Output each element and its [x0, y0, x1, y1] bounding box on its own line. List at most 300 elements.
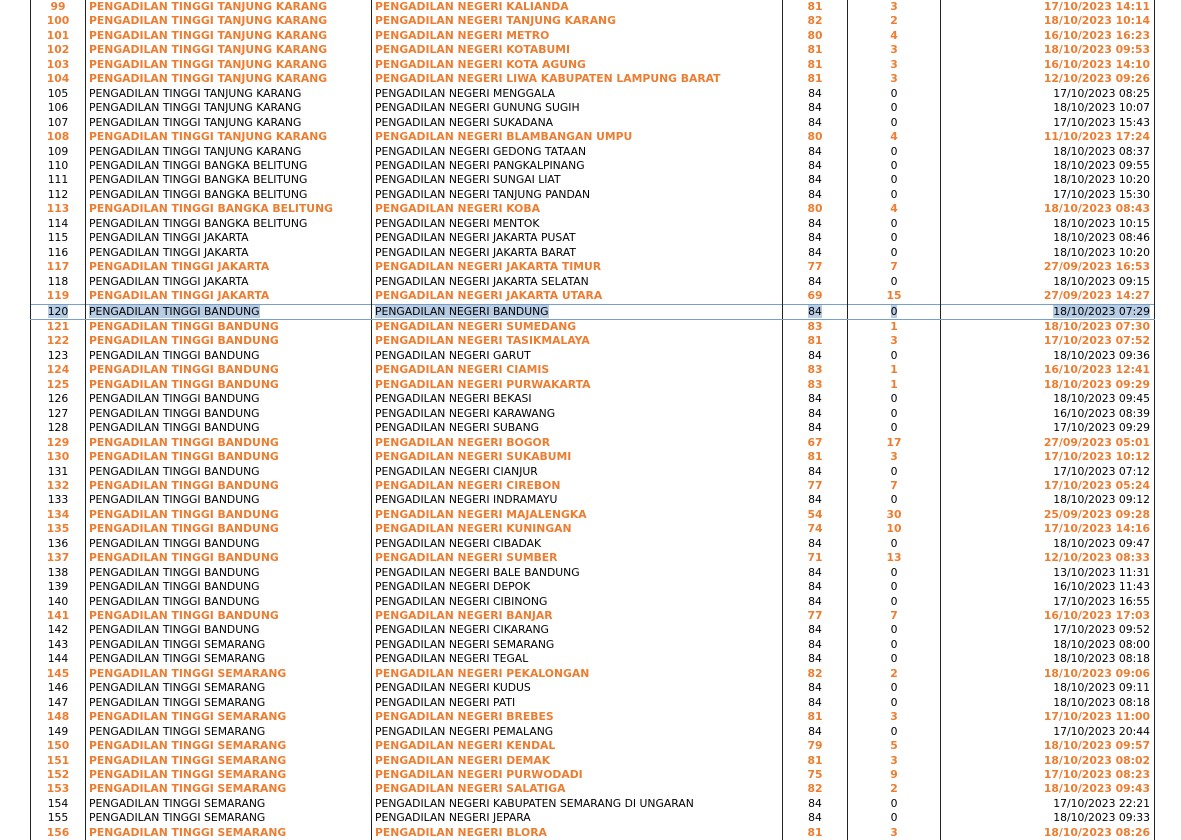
- score-cell[interactable]: [783, 304, 848, 319]
- count-cell[interactable]: [848, 407, 941, 421]
- table-row[interactable]: [31, 811, 1155, 825]
- score-cell[interactable]: [783, 159, 848, 173]
- timestamp-cell[interactable]: [941, 275, 1155, 289]
- district-court-cell[interactable]: [372, 72, 783, 86]
- high-court-cell[interactable]: [86, 275, 372, 289]
- timestamp-cell[interactable]: [941, 566, 1155, 580]
- district-court-cell[interactable]: [372, 130, 783, 144]
- timestamp-cell[interactable]: [941, 696, 1155, 710]
- table-row[interactable]: [31, 696, 1155, 710]
- district-court-cell[interactable]: [372, 465, 783, 479]
- row-number-cell[interactable]: [31, 0, 86, 14]
- score-cell[interactable]: [783, 551, 848, 565]
- timestamp-cell[interactable]: [941, 768, 1155, 782]
- row-number-cell[interactable]: [31, 87, 86, 101]
- high-court-cell[interactable]: [86, 421, 372, 435]
- row-number-cell[interactable]: [31, 275, 86, 289]
- table-row[interactable]: [31, 537, 1155, 551]
- district-court-cell[interactable]: [372, 363, 783, 377]
- row-number-cell[interactable]: [31, 116, 86, 130]
- district-court-cell[interactable]: [372, 319, 783, 334]
- count-cell[interactable]: [848, 551, 941, 565]
- row-number-cell[interactable]: [31, 304, 86, 319]
- count-cell[interactable]: [848, 260, 941, 274]
- row-number-cell[interactable]: [31, 231, 86, 245]
- row-number-cell[interactable]: [31, 638, 86, 652]
- row-number-cell[interactable]: [31, 130, 86, 144]
- high-court-cell[interactable]: [86, 173, 372, 187]
- timestamp-cell[interactable]: [941, 479, 1155, 493]
- score-cell[interactable]: [783, 407, 848, 421]
- timestamp-cell[interactable]: [941, 0, 1155, 14]
- row-number-cell[interactable]: [31, 537, 86, 551]
- table-row[interactable]: [31, 58, 1155, 72]
- count-cell[interactable]: [848, 465, 941, 479]
- district-court-cell[interactable]: [372, 275, 783, 289]
- district-court-cell[interactable]: [372, 710, 783, 724]
- table-row[interactable]: [31, 493, 1155, 507]
- timestamp-cell[interactable]: [941, 304, 1155, 319]
- row-number-cell[interactable]: [31, 217, 86, 231]
- table-row[interactable]: [31, 130, 1155, 144]
- timestamp-cell[interactable]: [941, 551, 1155, 565]
- score-cell[interactable]: [783, 217, 848, 231]
- timestamp-cell[interactable]: [941, 421, 1155, 435]
- table-row[interactable]: [31, 304, 1155, 319]
- score-cell[interactable]: [783, 260, 848, 274]
- count-cell[interactable]: [848, 29, 941, 43]
- score-cell[interactable]: [783, 319, 848, 334]
- timestamp-cell[interactable]: [941, 493, 1155, 507]
- row-number-cell[interactable]: [31, 14, 86, 28]
- row-number-cell[interactable]: [31, 811, 86, 825]
- high-court-cell[interactable]: [86, 768, 372, 782]
- score-cell[interactable]: [783, 811, 848, 825]
- high-court-cell[interactable]: [86, 289, 372, 304]
- high-court-cell[interactable]: [86, 29, 372, 43]
- timestamp-cell[interactable]: [941, 811, 1155, 825]
- high-court-cell[interactable]: [86, 811, 372, 825]
- high-court-cell[interactable]: [86, 231, 372, 245]
- district-court-cell[interactable]: [372, 479, 783, 493]
- high-court-cell[interactable]: [86, 681, 372, 695]
- row-number-cell[interactable]: [31, 407, 86, 421]
- table-row[interactable]: [31, 623, 1155, 637]
- district-court-cell[interactable]: [372, 551, 783, 565]
- district-court-cell[interactable]: [372, 811, 783, 825]
- count-cell[interactable]: [848, 638, 941, 652]
- count-cell[interactable]: [848, 537, 941, 551]
- count-cell[interactable]: [848, 116, 941, 130]
- district-court-cell[interactable]: [372, 609, 783, 623]
- row-number-cell[interactable]: [31, 159, 86, 173]
- district-court-cell[interactable]: [372, 768, 783, 782]
- row-number-cell[interactable]: [31, 681, 86, 695]
- table-row[interactable]: [31, 43, 1155, 57]
- high-court-cell[interactable]: [86, 479, 372, 493]
- row-number-cell[interactable]: [31, 826, 86, 840]
- table-row[interactable]: [31, 595, 1155, 609]
- timestamp-cell[interactable]: [941, 710, 1155, 724]
- count-cell[interactable]: [848, 479, 941, 493]
- timestamp-cell[interactable]: [941, 797, 1155, 811]
- table-row[interactable]: [31, 551, 1155, 565]
- table-row[interactable]: [31, 436, 1155, 450]
- table-row[interactable]: [31, 667, 1155, 681]
- high-court-cell[interactable]: [86, 246, 372, 260]
- table-row[interactable]: [31, 725, 1155, 739]
- row-number-cell[interactable]: [31, 319, 86, 334]
- district-court-cell[interactable]: [372, 826, 783, 840]
- table-row[interactable]: [31, 188, 1155, 202]
- row-number-cell[interactable]: [31, 289, 86, 304]
- count-cell[interactable]: [848, 754, 941, 768]
- timestamp-cell[interactable]: [941, 29, 1155, 43]
- row-number-cell[interactable]: [31, 173, 86, 187]
- row-number-cell[interactable]: [31, 725, 86, 739]
- count-cell[interactable]: [848, 349, 941, 363]
- count-cell[interactable]: [848, 725, 941, 739]
- table-row[interactable]: [31, 363, 1155, 377]
- table-row[interactable]: [31, 508, 1155, 522]
- count-cell[interactable]: [848, 188, 941, 202]
- score-cell[interactable]: [783, 725, 848, 739]
- count-cell[interactable]: [848, 231, 941, 245]
- district-court-cell[interactable]: [372, 725, 783, 739]
- high-court-cell[interactable]: [86, 188, 372, 202]
- count-cell[interactable]: [848, 595, 941, 609]
- high-court-cell[interactable]: [86, 826, 372, 840]
- row-number-cell[interactable]: [31, 465, 86, 479]
- timestamp-cell[interactable]: [941, 407, 1155, 421]
- score-cell[interactable]: [783, 508, 848, 522]
- count-cell[interactable]: [848, 363, 941, 377]
- district-court-cell[interactable]: [372, 595, 783, 609]
- count-cell[interactable]: [848, 173, 941, 187]
- score-cell[interactable]: [783, 43, 848, 57]
- count-cell[interactable]: [848, 202, 941, 216]
- timestamp-cell[interactable]: [941, 725, 1155, 739]
- row-number-cell[interactable]: [31, 260, 86, 274]
- score-cell[interactable]: [783, 363, 848, 377]
- table-row[interactable]: [31, 681, 1155, 695]
- timestamp-cell[interactable]: [941, 116, 1155, 130]
- count-cell[interactable]: [848, 493, 941, 507]
- count-cell[interactable]: [848, 566, 941, 580]
- score-cell[interactable]: [783, 652, 848, 666]
- score-cell[interactable]: [783, 202, 848, 216]
- table-row[interactable]: [31, 231, 1155, 245]
- district-court-cell[interactable]: [372, 407, 783, 421]
- high-court-cell[interactable]: [86, 319, 372, 334]
- timestamp-cell[interactable]: [941, 363, 1155, 377]
- high-court-cell[interactable]: [86, 623, 372, 637]
- table-row[interactable]: [31, 465, 1155, 479]
- count-cell[interactable]: [848, 275, 941, 289]
- table-row[interactable]: [31, 479, 1155, 493]
- count-cell[interactable]: [848, 0, 941, 14]
- table-row[interactable]: [31, 101, 1155, 115]
- score-cell[interactable]: [783, 537, 848, 551]
- score-cell[interactable]: [783, 754, 848, 768]
- count-cell[interactable]: [848, 319, 941, 334]
- high-court-cell[interactable]: [86, 0, 372, 14]
- timestamp-cell[interactable]: [941, 14, 1155, 28]
- district-court-cell[interactable]: [372, 349, 783, 363]
- count-cell[interactable]: [848, 101, 941, 115]
- row-number-cell[interactable]: [31, 101, 86, 115]
- high-court-cell[interactable]: [86, 378, 372, 392]
- count-cell[interactable]: [848, 580, 941, 594]
- district-court-cell[interactable]: [372, 739, 783, 753]
- high-court-cell[interactable]: [86, 508, 372, 522]
- district-court-cell[interactable]: [372, 450, 783, 464]
- count-cell[interactable]: [848, 522, 941, 536]
- row-number-cell[interactable]: [31, 595, 86, 609]
- table-row[interactable]: [31, 246, 1155, 260]
- count-cell[interactable]: [848, 667, 941, 681]
- score-cell[interactable]: [783, 739, 848, 753]
- row-number-cell[interactable]: [31, 609, 86, 623]
- timestamp-cell[interactable]: [941, 595, 1155, 609]
- timestamp-cell[interactable]: [941, 392, 1155, 406]
- row-number-cell[interactable]: [31, 436, 86, 450]
- high-court-cell[interactable]: [86, 392, 372, 406]
- timestamp-cell[interactable]: [941, 667, 1155, 681]
- count-cell[interactable]: [848, 811, 941, 825]
- high-court-cell[interactable]: [86, 551, 372, 565]
- district-court-cell[interactable]: [372, 378, 783, 392]
- timestamp-cell[interactable]: [941, 130, 1155, 144]
- high-court-cell[interactable]: [86, 260, 372, 274]
- count-cell[interactable]: [848, 609, 941, 623]
- table-row[interactable]: [31, 782, 1155, 796]
- table-row[interactable]: [31, 522, 1155, 536]
- count-cell[interactable]: [848, 782, 941, 796]
- district-court-cell[interactable]: [372, 14, 783, 28]
- table-row[interactable]: [31, 739, 1155, 753]
- high-court-cell[interactable]: [86, 580, 372, 594]
- score-cell[interactable]: [783, 116, 848, 130]
- timestamp-cell[interactable]: [941, 378, 1155, 392]
- count-cell[interactable]: [848, 739, 941, 753]
- count-cell[interactable]: [848, 623, 941, 637]
- timestamp-cell[interactable]: [941, 334, 1155, 348]
- district-court-cell[interactable]: [372, 159, 783, 173]
- district-court-cell[interactable]: [372, 334, 783, 348]
- score-cell[interactable]: [783, 580, 848, 594]
- score-cell[interactable]: [783, 289, 848, 304]
- timestamp-cell[interactable]: [941, 173, 1155, 187]
- count-cell[interactable]: [848, 159, 941, 173]
- row-number-cell[interactable]: [31, 739, 86, 753]
- row-number-cell[interactable]: [31, 43, 86, 57]
- district-court-cell[interactable]: [372, 231, 783, 245]
- row-number-cell[interactable]: [31, 334, 86, 348]
- high-court-cell[interactable]: [86, 493, 372, 507]
- high-court-cell[interactable]: [86, 145, 372, 159]
- table-row[interactable]: [31, 566, 1155, 580]
- timestamp-cell[interactable]: [941, 537, 1155, 551]
- timestamp-cell[interactable]: [941, 465, 1155, 479]
- count-cell[interactable]: [848, 710, 941, 724]
- score-cell[interactable]: [783, 173, 848, 187]
- score-cell[interactable]: [783, 609, 848, 623]
- high-court-cell[interactable]: [86, 667, 372, 681]
- high-court-cell[interactable]: [86, 407, 372, 421]
- count-cell[interactable]: [848, 58, 941, 72]
- row-number-cell[interactable]: [31, 566, 86, 580]
- count-cell[interactable]: [848, 14, 941, 28]
- table-row[interactable]: [31, 289, 1155, 304]
- table-row[interactable]: [31, 378, 1155, 392]
- timestamp-cell[interactable]: [941, 72, 1155, 86]
- row-number-cell[interactable]: [31, 652, 86, 666]
- row-number-cell[interactable]: [31, 58, 86, 72]
- table-row[interactable]: [31, 450, 1155, 464]
- high-court-cell[interactable]: [86, 72, 372, 86]
- score-cell[interactable]: [783, 522, 848, 536]
- high-court-cell[interactable]: [86, 334, 372, 348]
- district-court-cell[interactable]: [372, 782, 783, 796]
- high-court-cell[interactable]: [86, 116, 372, 130]
- timestamp-cell[interactable]: [941, 43, 1155, 57]
- row-number-cell[interactable]: [31, 450, 86, 464]
- row-number-cell[interactable]: [31, 710, 86, 724]
- timestamp-cell[interactable]: [941, 349, 1155, 363]
- score-cell[interactable]: [783, 696, 848, 710]
- district-court-cell[interactable]: [372, 202, 783, 216]
- score-cell[interactable]: [783, 231, 848, 245]
- timestamp-cell[interactable]: [941, 450, 1155, 464]
- timestamp-cell[interactable]: [941, 638, 1155, 652]
- row-number-cell[interactable]: [31, 349, 86, 363]
- score-cell[interactable]: [783, 188, 848, 202]
- timestamp-cell[interactable]: [941, 623, 1155, 637]
- high-court-cell[interactable]: [86, 58, 372, 72]
- district-court-cell[interactable]: [372, 667, 783, 681]
- score-cell[interactable]: [783, 595, 848, 609]
- table-row[interactable]: [31, 638, 1155, 652]
- high-court-cell[interactable]: [86, 436, 372, 450]
- table-row[interactable]: [31, 710, 1155, 724]
- table-row[interactable]: [31, 768, 1155, 782]
- district-court-cell[interactable]: [372, 304, 783, 319]
- high-court-cell[interactable]: [86, 754, 372, 768]
- district-court-cell[interactable]: [372, 43, 783, 57]
- count-cell[interactable]: [848, 217, 941, 231]
- score-cell[interactable]: [783, 349, 848, 363]
- high-court-cell[interactable]: [86, 349, 372, 363]
- score-cell[interactable]: [783, 566, 848, 580]
- timestamp-cell[interactable]: [941, 609, 1155, 623]
- score-cell[interactable]: [783, 334, 848, 348]
- timestamp-cell[interactable]: [941, 508, 1155, 522]
- district-court-cell[interactable]: [372, 696, 783, 710]
- timestamp-cell[interactable]: [941, 101, 1155, 115]
- high-court-cell[interactable]: [86, 130, 372, 144]
- score-cell[interactable]: [783, 493, 848, 507]
- table-row[interactable]: [31, 173, 1155, 187]
- district-court-cell[interactable]: [372, 652, 783, 666]
- high-court-cell[interactable]: [86, 739, 372, 753]
- timestamp-cell[interactable]: [941, 260, 1155, 274]
- district-court-cell[interactable]: [372, 246, 783, 260]
- table-row[interactable]: [31, 159, 1155, 173]
- row-number-cell[interactable]: [31, 623, 86, 637]
- timestamp-cell[interactable]: [941, 58, 1155, 72]
- table-row[interactable]: [31, 116, 1155, 130]
- score-cell[interactable]: [783, 0, 848, 14]
- score-cell[interactable]: [783, 130, 848, 144]
- row-number-cell[interactable]: [31, 479, 86, 493]
- count-cell[interactable]: [848, 681, 941, 695]
- timestamp-cell[interactable]: [941, 188, 1155, 202]
- high-court-cell[interactable]: [86, 638, 372, 652]
- row-number-cell[interactable]: [31, 797, 86, 811]
- score-cell[interactable]: [783, 465, 848, 479]
- district-court-cell[interactable]: [372, 101, 783, 115]
- district-court-cell[interactable]: [372, 566, 783, 580]
- timestamp-cell[interactable]: [941, 652, 1155, 666]
- high-court-cell[interactable]: [86, 465, 372, 479]
- score-cell[interactable]: [783, 479, 848, 493]
- district-court-cell[interactable]: [372, 289, 783, 304]
- high-court-cell[interactable]: [86, 522, 372, 536]
- score-cell[interactable]: [783, 246, 848, 260]
- district-court-cell[interactable]: [372, 217, 783, 231]
- high-court-cell[interactable]: [86, 43, 372, 57]
- timestamp-cell[interactable]: [941, 436, 1155, 450]
- district-court-cell[interactable]: [372, 638, 783, 652]
- score-cell[interactable]: [783, 826, 848, 840]
- district-court-cell[interactable]: [372, 87, 783, 101]
- table-row[interactable]: [31, 580, 1155, 594]
- timestamp-cell[interactable]: [941, 145, 1155, 159]
- score-cell[interactable]: [783, 101, 848, 115]
- high-court-cell[interactable]: [86, 304, 372, 319]
- count-cell[interactable]: [848, 421, 941, 435]
- high-court-cell[interactable]: [86, 652, 372, 666]
- district-court-cell[interactable]: [372, 493, 783, 507]
- timestamp-cell[interactable]: [941, 202, 1155, 216]
- count-cell[interactable]: [848, 392, 941, 406]
- row-number-cell[interactable]: [31, 551, 86, 565]
- row-number-cell[interactable]: [31, 768, 86, 782]
- district-court-cell[interactable]: [372, 421, 783, 435]
- high-court-cell[interactable]: [86, 725, 372, 739]
- count-cell[interactable]: [848, 378, 941, 392]
- table-row[interactable]: [31, 652, 1155, 666]
- row-number-cell[interactable]: [31, 202, 86, 216]
- district-court-cell[interactable]: [372, 29, 783, 43]
- table-row[interactable]: [31, 797, 1155, 811]
- count-cell[interactable]: [848, 87, 941, 101]
- district-court-cell[interactable]: [372, 623, 783, 637]
- score-cell[interactable]: [783, 392, 848, 406]
- count-cell[interactable]: [848, 436, 941, 450]
- timestamp-cell[interactable]: [941, 522, 1155, 536]
- score-cell[interactable]: [783, 145, 848, 159]
- count-cell[interactable]: [848, 145, 941, 159]
- count-cell[interactable]: [848, 797, 941, 811]
- row-number-cell[interactable]: [31, 378, 86, 392]
- table-row[interactable]: [31, 145, 1155, 159]
- count-cell[interactable]: [848, 72, 941, 86]
- score-cell[interactable]: [783, 681, 848, 695]
- score-cell[interactable]: [783, 782, 848, 796]
- score-cell[interactable]: [783, 638, 848, 652]
